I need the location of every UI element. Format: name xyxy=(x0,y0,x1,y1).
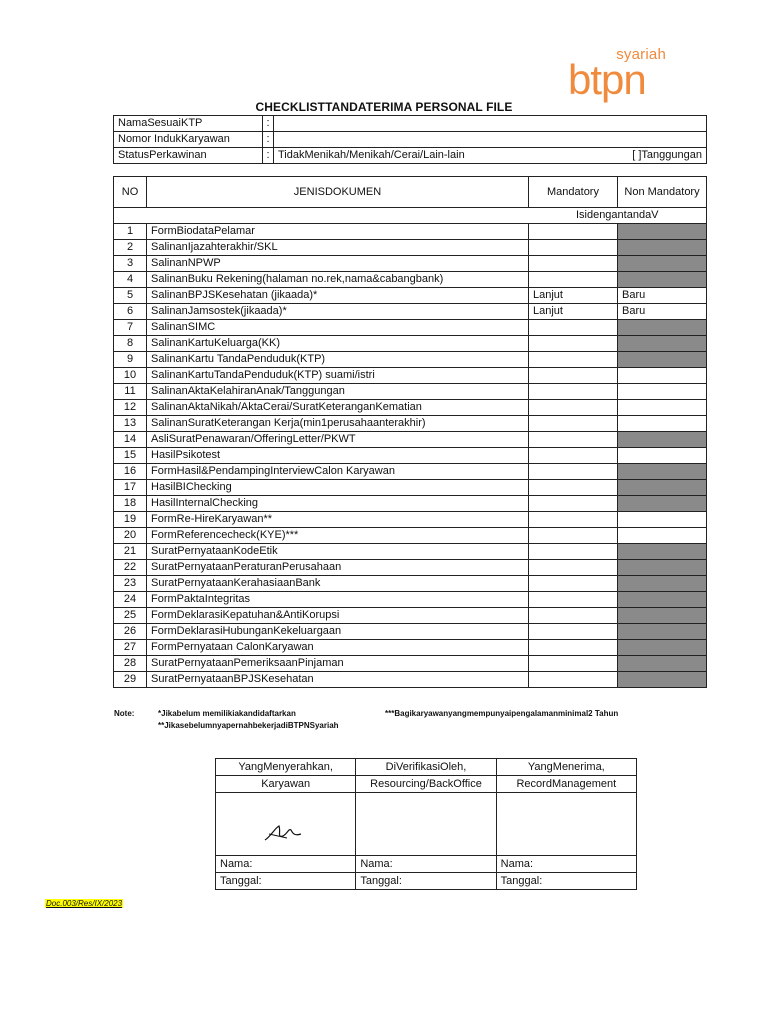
row-document: SalinanKartuTandaPenduduk(KTP) suami/istri xyxy=(147,368,529,384)
header-no: NO xyxy=(114,177,147,208)
note-1: *Jikabelum memilikiakandidaftarkan xyxy=(158,709,296,718)
table-row xyxy=(114,592,707,608)
table-row xyxy=(114,656,707,672)
signature-box-receiver xyxy=(496,793,636,856)
sign-title-row xyxy=(216,759,637,776)
row-mandatory-checkbox[interactable]: Lanjut xyxy=(529,288,618,304)
row-number: 5 xyxy=(114,288,147,304)
row-number: 16 xyxy=(114,464,147,480)
logo-sub: syariah xyxy=(616,46,666,63)
sign-c1-title: YangMenyerahkan, xyxy=(216,759,356,776)
note-3: ***Bagikaryawanyangmempunyaipengalamanminimal2 Tahun xyxy=(385,709,619,718)
row-document: SalinanSIMC xyxy=(147,320,529,336)
sign-c3-title: YangMenerima, xyxy=(496,759,636,776)
row-non-mandatory-checkbox xyxy=(618,672,707,688)
row-document: SalinanAktaKelahiranAnak/Tanggungan xyxy=(147,384,529,400)
row-mandatory-checkbox[interactable] xyxy=(529,640,618,656)
row-non-mandatory-checkbox xyxy=(618,576,707,592)
table-row xyxy=(114,240,707,256)
table-row xyxy=(114,224,707,240)
info-value xyxy=(274,132,707,148)
page-title: CHECKLISTTANDATERIMA PERSONAL FILE xyxy=(255,100,513,114)
row-mandatory-checkbox[interactable] xyxy=(529,352,618,368)
row-number: 28 xyxy=(114,656,147,672)
row-non-mandatory-checkbox[interactable] xyxy=(618,528,707,544)
row-document: FormPernyataan CalonKaryawan xyxy=(147,640,529,656)
row-number: 11 xyxy=(114,384,147,400)
sign-name-row xyxy=(216,856,637,873)
row-non-mandatory-checkbox xyxy=(618,272,707,288)
row-mandatory-checkbox[interactable] xyxy=(529,480,618,496)
row-number: 19 xyxy=(114,512,147,528)
row-document: FormRe-HireKaryawan** xyxy=(147,512,529,528)
row-non-mandatory-checkbox xyxy=(618,480,707,496)
sign-date-2: Tanggal: xyxy=(356,873,496,890)
row-document: SalinanIjazahterakhir/SKL xyxy=(147,240,529,256)
row-non-mandatory-checkbox[interactable]: Baru xyxy=(618,304,707,320)
logo-main: btpn xyxy=(568,56,646,103)
info-label: Nomor IndukKaryawan xyxy=(114,132,263,148)
row-number: 18 xyxy=(114,496,147,512)
row-mandatory-checkbox[interactable] xyxy=(529,496,618,512)
row-mandatory-checkbox[interactable] xyxy=(529,656,618,672)
info-row xyxy=(114,116,707,132)
table-row xyxy=(114,368,707,384)
signature-box-verifier xyxy=(356,793,496,856)
row-mandatory-checkbox[interactable] xyxy=(529,544,618,560)
row-document: FormBiodataPelamar xyxy=(147,224,529,240)
row-number: 23 xyxy=(114,576,147,592)
row-document: FormHasil&PendampingInterviewCalon Karyawan xyxy=(147,464,529,480)
info-colon: : xyxy=(263,116,274,132)
row-mandatory-checkbox[interactable] xyxy=(529,464,618,480)
row-mandatory-checkbox[interactable] xyxy=(529,592,618,608)
row-number: 27 xyxy=(114,640,147,656)
table-row xyxy=(114,624,707,640)
row-document: HasilBIChecking xyxy=(147,480,529,496)
document-checklist-table xyxy=(113,176,707,688)
row-mandatory-checkbox[interactable] xyxy=(529,512,618,528)
row-non-mandatory-checkbox[interactable] xyxy=(618,512,707,528)
header-document: JENISDOKUMEN xyxy=(147,177,529,208)
marital-options: TidakMenikah/Menikah/Cerai/Lain-lain xyxy=(278,149,465,161)
row-document: FormDeklarasiKepatuhan&AntiKorupsi xyxy=(147,608,529,624)
sign-c1-role: Karyawan xyxy=(216,776,356,793)
row-non-mandatory-checkbox xyxy=(618,320,707,336)
table-row xyxy=(114,288,707,304)
sign-c2-title: DiVerifikasiOleh, xyxy=(356,759,496,776)
row-non-mandatory-checkbox xyxy=(618,240,707,256)
table-subheader-row xyxy=(114,208,707,224)
row-mandatory-checkbox[interactable] xyxy=(529,560,618,576)
row-mandatory-checkbox[interactable] xyxy=(529,432,618,448)
row-number: 2 xyxy=(114,240,147,256)
row-non-mandatory-checkbox xyxy=(618,336,707,352)
row-document: SuratPernyataanBPJSKesehatan xyxy=(147,672,529,688)
row-non-mandatory-checkbox[interactable] xyxy=(618,416,707,432)
row-number: 21 xyxy=(114,544,147,560)
row-mandatory-checkbox[interactable] xyxy=(529,576,618,592)
employee-info-table xyxy=(113,115,707,164)
row-number: 3 xyxy=(114,256,147,272)
row-non-mandatory-checkbox[interactable] xyxy=(618,448,707,464)
row-number: 17 xyxy=(114,480,147,496)
row-number: 25 xyxy=(114,608,147,624)
info-label: StatusPerkawinan xyxy=(114,148,263,164)
row-non-mandatory-checkbox xyxy=(618,592,707,608)
table-row xyxy=(114,384,707,400)
row-document: SalinanKartu TandaPenduduk(KTP) xyxy=(147,352,529,368)
sign-name-1: Nama: xyxy=(216,856,356,873)
table-row xyxy=(114,448,707,464)
row-mandatory-checkbox[interactable] xyxy=(529,336,618,352)
table-row xyxy=(114,576,707,592)
row-number: 12 xyxy=(114,400,147,416)
row-document: SuratPernyataanPemeriksaanPinjaman xyxy=(147,656,529,672)
row-number: 14 xyxy=(114,432,147,448)
row-mandatory-checkbox[interactable] xyxy=(529,672,618,688)
row-non-mandatory-checkbox[interactable] xyxy=(618,400,707,416)
row-document: SuratPernyataanKerahasiaanBank xyxy=(147,576,529,592)
table-row xyxy=(114,352,707,368)
sign-c3-role: RecordManagement xyxy=(496,776,636,793)
row-document: FormDeklarasiHubunganKekeluargaan xyxy=(147,624,529,640)
table-row xyxy=(114,416,707,432)
row-mandatory-checkbox[interactable] xyxy=(529,624,618,640)
note-label: Note: xyxy=(114,709,135,718)
table-row xyxy=(114,496,707,512)
row-number: 15 xyxy=(114,448,147,464)
row-non-mandatory-checkbox xyxy=(618,656,707,672)
row-number: 8 xyxy=(114,336,147,352)
table-row xyxy=(114,560,707,576)
row-number: 24 xyxy=(114,592,147,608)
row-document: FormReferencecheck(KYE)*** xyxy=(147,528,529,544)
row-mandatory-checkbox[interactable] xyxy=(529,448,618,464)
handwritten-signature-icon xyxy=(263,822,303,846)
info-row xyxy=(114,148,707,164)
table-row xyxy=(114,480,707,496)
row-mandatory-checkbox[interactable] xyxy=(529,384,618,400)
table-row xyxy=(114,528,707,544)
row-non-mandatory-checkbox xyxy=(618,464,707,480)
row-mandatory-checkbox[interactable] xyxy=(529,224,618,240)
dependents-field: [ ]Tanggungan xyxy=(632,149,702,161)
table-row xyxy=(114,608,707,624)
row-number: 9 xyxy=(114,352,147,368)
row-number: 29 xyxy=(114,672,147,688)
info-colon: : xyxy=(263,148,274,164)
row-non-mandatory-checkbox xyxy=(618,560,707,576)
row-non-mandatory-checkbox[interactable]: Baru xyxy=(618,288,707,304)
row-non-mandatory-checkbox xyxy=(618,224,707,240)
row-non-mandatory-checkbox xyxy=(618,432,707,448)
sign-date-1: Tanggal: xyxy=(216,873,356,890)
table-row xyxy=(114,464,707,480)
row-number: 26 xyxy=(114,624,147,640)
row-mandatory-checkbox[interactable] xyxy=(529,240,618,256)
header-non-mandatory: Non Mandatory xyxy=(618,177,707,208)
row-non-mandatory-checkbox xyxy=(618,352,707,368)
row-mandatory-checkbox[interactable] xyxy=(529,528,618,544)
info-value xyxy=(274,148,707,164)
row-document: SuratPernyataanPeraturanPerusahaan xyxy=(147,560,529,576)
row-mandatory-checkbox[interactable] xyxy=(529,416,618,432)
sign-date-3: Tanggal: xyxy=(496,873,636,890)
row-mandatory-checkbox[interactable] xyxy=(529,608,618,624)
btpn-syariah-logo xyxy=(568,46,668,104)
header-mandatory: Mandatory xyxy=(529,177,618,208)
document-reference: Doc.003/Res/IX/2023 xyxy=(46,899,123,908)
table-row xyxy=(114,256,707,272)
table-row xyxy=(114,512,707,528)
row-number: 22 xyxy=(114,560,147,576)
row-document: AsliSuratPenawaran/OfferingLetter/PKWT xyxy=(147,432,529,448)
row-non-mandatory-checkbox[interactable] xyxy=(618,368,707,384)
table-header-row xyxy=(114,177,707,208)
table-row xyxy=(114,336,707,352)
row-non-mandatory-checkbox xyxy=(618,544,707,560)
info-colon: : xyxy=(263,132,274,148)
row-number: 6 xyxy=(114,304,147,320)
row-number: 4 xyxy=(114,272,147,288)
row-mandatory-checkbox[interactable] xyxy=(529,320,618,336)
table-row xyxy=(114,304,707,320)
table-row xyxy=(114,640,707,656)
row-document: HasilInternalChecking xyxy=(147,496,529,512)
row-number: 1 xyxy=(114,224,147,240)
table-row xyxy=(114,400,707,416)
row-non-mandatory-checkbox[interactable] xyxy=(618,384,707,400)
row-number: 20 xyxy=(114,528,147,544)
row-non-mandatory-checkbox xyxy=(618,608,707,624)
row-document: SalinanBuku Rekening(halaman no.rek,nama&cabangbank) xyxy=(147,272,529,288)
row-non-mandatory-checkbox xyxy=(618,640,707,656)
row-document: SalinanNPWP xyxy=(147,256,529,272)
subheader-blank xyxy=(114,208,529,224)
row-mandatory-checkbox[interactable]: Lanjut xyxy=(529,304,618,320)
row-non-mandatory-checkbox xyxy=(618,256,707,272)
row-document: SalinanKartuKeluarga(KK) xyxy=(147,336,529,352)
row-mandatory-checkbox[interactable] xyxy=(529,400,618,416)
info-row xyxy=(114,132,707,148)
row-document: SalinanSuratKeterangan Kerja(min1perusahaanterakhir) xyxy=(147,416,529,432)
row-number: 10 xyxy=(114,368,147,384)
row-non-mandatory-checkbox xyxy=(618,496,707,512)
row-document: SalinanAktaNikah/AktaCerai/SuratKeteranganKematian xyxy=(147,400,529,416)
row-document: HasilPsikotest xyxy=(147,448,529,464)
row-document: FormPaktaIntegritas xyxy=(147,592,529,608)
row-document: SalinanJamsostek(jikaada)* xyxy=(147,304,529,320)
row-mandatory-checkbox[interactable] xyxy=(529,256,618,272)
subheader-instruction: IsidengantandaV xyxy=(529,208,707,224)
note-2: **JikasebelumnyapernahbekerjadiBTPNSyariah xyxy=(158,721,339,730)
info-label: NamaSesuaiKTP xyxy=(114,116,263,132)
table-row xyxy=(114,320,707,336)
table-row xyxy=(114,272,707,288)
row-mandatory-checkbox[interactable] xyxy=(529,272,618,288)
row-non-mandatory-checkbox xyxy=(618,624,707,640)
table-row xyxy=(114,672,707,688)
row-number: 7 xyxy=(114,320,147,336)
table-row xyxy=(114,432,707,448)
sign-role-row xyxy=(216,776,637,793)
sign-c2-role: Resourcing/BackOffice xyxy=(356,776,496,793)
row-document: SalinanBPJSKesehatan (jikaada)* xyxy=(147,288,529,304)
row-mandatory-checkbox[interactable] xyxy=(529,368,618,384)
info-value xyxy=(274,116,707,132)
sign-name-2: Nama: xyxy=(356,856,496,873)
sign-name-3: Nama: xyxy=(496,856,636,873)
sign-date-row xyxy=(216,873,637,890)
table-row xyxy=(114,544,707,560)
row-document: SuratPernyataanKodeEtik xyxy=(147,544,529,560)
row-number: 13 xyxy=(114,416,147,432)
